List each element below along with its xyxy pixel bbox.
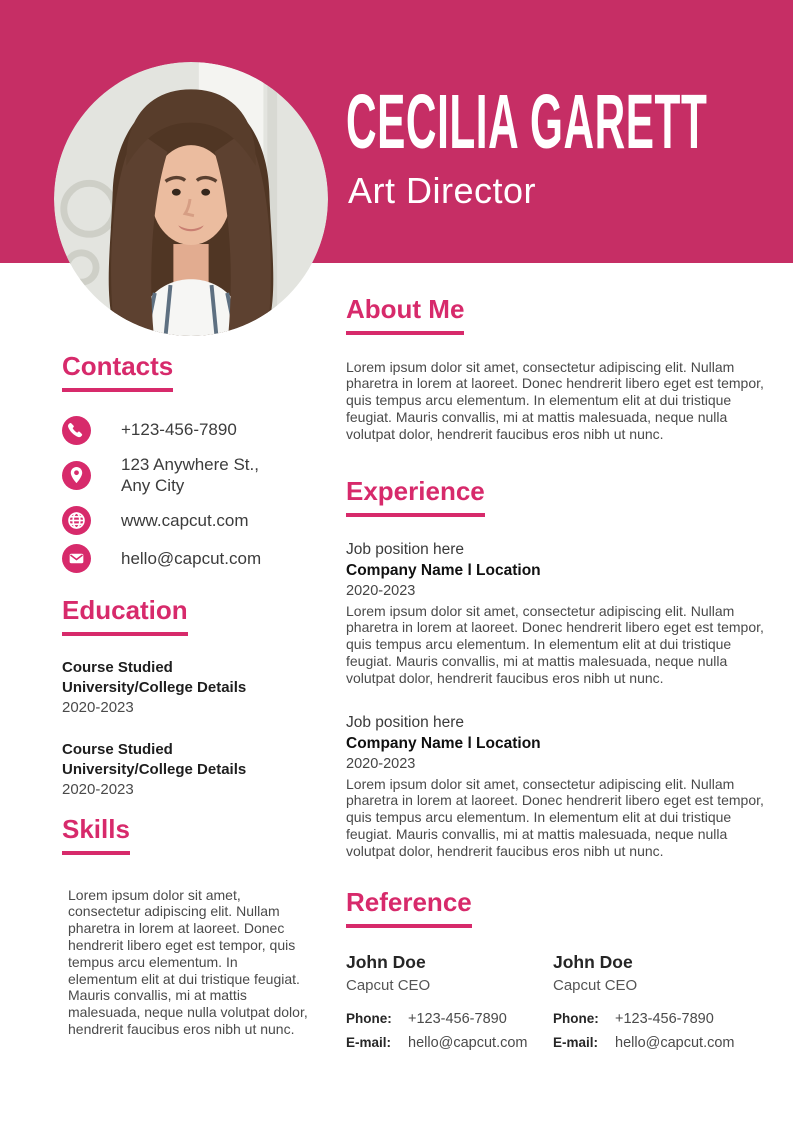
person-name: CECILIA GARETT <box>346 79 708 165</box>
education-years: 2020-2023 <box>62 780 134 798</box>
reference-name: John Doe <box>346 951 426 972</box>
reference-phone-value: +123-456-7890 <box>615 1010 714 1027</box>
reference-heading: Reference <box>346 888 472 928</box>
reference-contact-rows <box>553 1011 768 1051</box>
contact-website-link[interactable]: www.capcut.com <box>121 510 249 530</box>
about-heading: About Me <box>346 295 464 335</box>
location-icon <box>62 461 91 490</box>
reference-email-value[interactable]: hello@capcut.com <box>408 1034 528 1051</box>
experience-position: Job position here <box>346 540 465 558</box>
skills-text: Lorem ipsum dolor sit amet, consectetur adipiscing elit. Nullam pharetra in lorem at laoreet. Donec hendrerit libero eget est tempor, quis tempus arcu elementum. In elementum elit at dui tristique feugiat. Mauris convallis, mi at mattis malesuada, neque nulla volutpat dolor, hendrerit faucibus eros nibh ut nunc. <box>68 886 308 1037</box>
reference-email-row <box>553 1035 768 1051</box>
reference-phone-label: Phone: <box>553 1010 599 1026</box>
contact-item-address <box>62 454 310 498</box>
experience-entries <box>346 539 768 860</box>
education-school: University/College Details <box>62 760 247 778</box>
globe-icon <box>62 506 91 535</box>
experience-heading: Experience <box>346 477 485 517</box>
reference-grid <box>346 952 768 1051</box>
education-heading: Education <box>62 596 188 636</box>
education-entry <box>62 740 310 800</box>
contact-email-link[interactable]: hello@capcut.com <box>121 548 262 568</box>
contact-item-email <box>62 544 310 573</box>
education-entries <box>62 658 310 800</box>
education-school: University/College Details <box>62 678 247 696</box>
contacts-section <box>62 352 310 573</box>
phone-icon <box>62 416 91 445</box>
reference-phone-value: +123-456-7890 <box>408 1010 507 1027</box>
profile-photo-illustration <box>54 62 328 336</box>
experience-position: Job position here <box>346 713 465 731</box>
education-section <box>62 596 310 800</box>
reference-email-row <box>346 1035 553 1051</box>
contact-phone-text: +123-456-7890 <box>121 420 237 440</box>
reference-email-value[interactable]: hello@capcut.com <box>615 1034 735 1051</box>
contacts-list <box>62 416 310 574</box>
education-years: 2020-2023 <box>62 698 134 716</box>
experience-entry <box>346 539 768 687</box>
contacts-heading: Contacts <box>62 352 173 392</box>
education-entry <box>62 658 310 718</box>
experience-company: Company Name l Location <box>346 561 541 579</box>
reference-email-label: E-mail: <box>553 1034 599 1050</box>
experience-description: Lorem ipsum dolor sit amet, consectetur adipiscing elit. Nullam pharetra in lorem at laoreet. Donec hendrerit libero eget est tempor, quis tempus arcu elementum. In elementum elit at dui tristique feugiat. Mauris convallis, mi at mattis malesuada, neque nulla volutpat dolor, hendrerit faucibus eros nibh ut nunc. <box>346 602 764 686</box>
about-text: Lorem ipsum dolor sit amet, consectetur adipiscing elit. Nullam pharetra in lorem at laoreet. Donec hendrerit libero eget est tempor, quis tempus arcu elementum. In elementum elit at dui tristique feugiat. Mauris convallis, mi at mattis malesuada, neque nulla volutpat dolor, hendrerit faucibus eros nibh ut nunc. <box>346 358 764 442</box>
education-course: Course Studied <box>62 740 173 758</box>
reference-entry <box>346 952 553 1051</box>
experience-description: Lorem ipsum dolor sit amet, consectetur adipiscing elit. Nullam pharetra in lorem at laoreet. Donec hendrerit libero eget est tempor, quis tempus arcu elementum. In elementum elit at dui tristique feugiat. Mauris convallis, mi at mattis malesuada, neque nulla volutpat dolor, hendrerit faucibus eros nibh ut nunc. <box>346 775 764 859</box>
skills-section <box>62 815 310 1038</box>
reference-phone-row <box>346 1011 553 1027</box>
reference-title: Capcut CEO <box>553 976 638 994</box>
experience-section <box>346 477 768 860</box>
reference-phone-label: Phone: <box>346 1010 392 1026</box>
experience-years: 2020-2023 <box>346 755 416 772</box>
experience-company: Company Name l Location <box>346 734 541 752</box>
education-course: Course Studied <box>62 658 173 676</box>
contact-item-website <box>62 506 310 535</box>
contact-item-phone <box>62 416 310 445</box>
profile-photo <box>54 62 328 336</box>
reference-contact-rows <box>346 1011 553 1051</box>
reference-entry <box>553 952 768 1051</box>
mail-icon <box>62 544 91 573</box>
experience-years: 2020-2023 <box>346 582 416 599</box>
reference-phone-row <box>553 1011 768 1027</box>
about-section <box>346 295 768 443</box>
person-job-title: Art Director <box>348 170 537 211</box>
contact-address-text: 123 Anywhere St., Any City <box>121 454 259 496</box>
experience-entry <box>346 712 768 860</box>
reference-email-label: E-mail: <box>346 1034 392 1050</box>
reference-name: John Doe <box>553 951 633 972</box>
reference-title: Capcut CEO <box>346 976 431 994</box>
reference-section <box>346 888 768 1051</box>
skills-heading: Skills <box>62 815 130 855</box>
